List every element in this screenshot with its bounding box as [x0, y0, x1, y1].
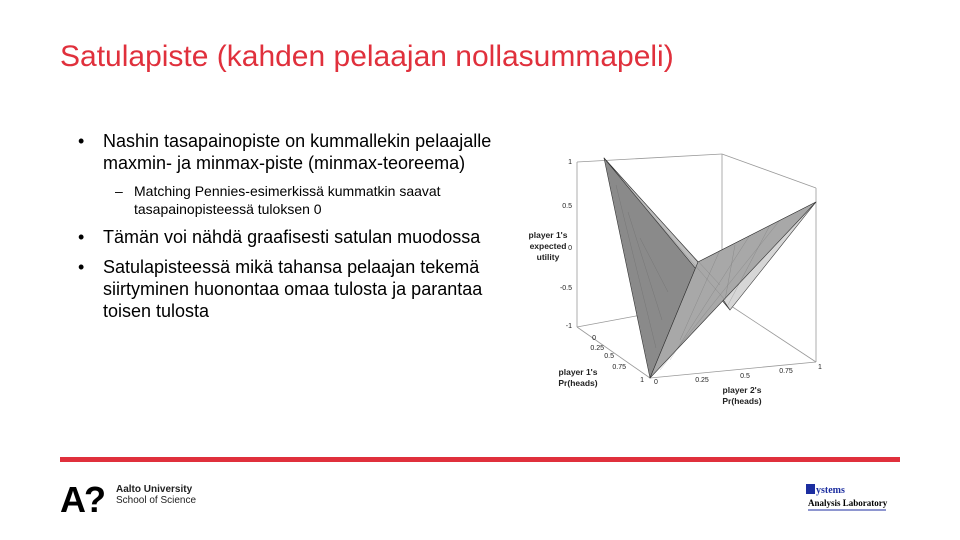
bullet-list [78, 130, 528, 330]
x2-tick: 0.5 [740, 373, 750, 380]
z-axis-label [529, 230, 568, 262]
bullet-item [78, 256, 528, 322]
x2-tick: 0.25 [695, 377, 709, 384]
lab-logo-square-icon [806, 484, 815, 494]
systems-analysis-laboratory-logo [806, 482, 906, 514]
x1-axis-label [558, 367, 597, 388]
x1-label-line: player 1's [558, 367, 598, 377]
x1-tick: 0 [592, 335, 596, 342]
lab-logo-line: ystems [816, 485, 845, 496]
sub-bullet-marker: – [115, 183, 123, 199]
z-tick: -0.5 [559, 285, 572, 292]
z-label-line: utility [536, 252, 560, 262]
bullet-text: Satulapisteessä mikä tahansa pelaajan tekemä siirtyminen huonontaa omaa tulosta ja parantaa toisen tulosta [103, 257, 483, 321]
z-tick: 1 [568, 159, 572, 166]
x1-tick: 0.5 [604, 353, 614, 360]
bullet-marker: • [78, 227, 85, 247]
school-line: School of Science [116, 495, 197, 506]
university-name [116, 484, 196, 506]
bullet-marker: • [78, 131, 85, 151]
z-label-line: expected [529, 241, 567, 251]
bullet-text: Tämän voi nähdä graafisesti satulan muodossa [103, 227, 481, 247]
x2-axis-label [722, 385, 761, 406]
x2-tick: 0 [654, 379, 658, 386]
footer-divider [60, 457, 900, 462]
bullet-item [78, 130, 528, 174]
x1-tick: 1 [640, 377, 644, 384]
x1-tick: 0.25 [590, 345, 604, 352]
bullet-text: Nashin tasapainopiste on kummallekin pelaajalle maxmin- ja minmax-piste (minmax-teoreema) [103, 131, 492, 173]
x2-label-line: player 2's [722, 385, 762, 395]
saddle-surface [604, 158, 816, 378]
university-line: Aalto University [116, 484, 193, 495]
z-tick: -1 [565, 323, 572, 330]
sub-bullet-item [78, 182, 528, 218]
x1-label-line: Pr(heads) [558, 378, 598, 388]
z-label-line: player 1's [528, 230, 568, 240]
slide-title: Satulapiste (kahden pelaajan nollasummapeli) [60, 40, 674, 73]
lab-logo-line: Analysis Laboratory [808, 498, 888, 508]
z-tick: 0 [568, 245, 572, 252]
svg-text:?: ? [84, 482, 106, 516]
z-tick: 0.5 [562, 203, 572, 210]
x2-label-line: Pr(heads) [722, 396, 762, 406]
svg-text:A: A [60, 482, 86, 516]
bullet-item [78, 226, 528, 248]
x1-tick: 0.75 [612, 364, 626, 371]
x2-tick: 1 [818, 364, 822, 371]
saddle-surface-plot [520, 150, 850, 415]
sub-bullet-text: Matching Pennies-esimerkissä kummatkin saavat tasapainopisteessä tuloksen 0 [134, 183, 441, 217]
x2-tick: 0.75 [779, 368, 793, 375]
aalto-logo-icon [60, 482, 108, 516]
bullet-marker: • [78, 257, 85, 277]
